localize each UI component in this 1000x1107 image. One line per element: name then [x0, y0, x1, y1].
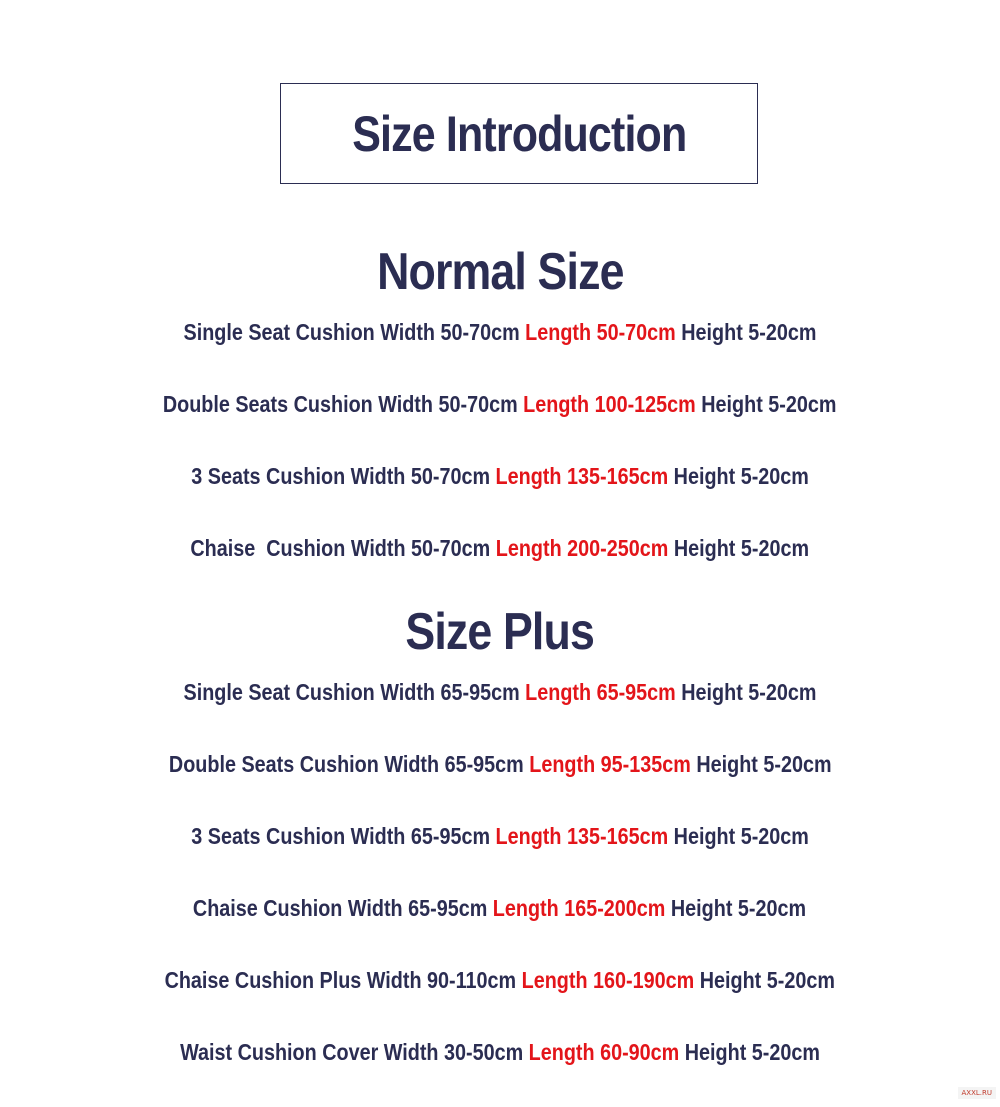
- size-row: [0, 1037, 1000, 1067]
- size-row: [0, 821, 1000, 851]
- size-desc: Double Seats Cushion Width 50-70cm: [163, 391, 519, 417]
- size-row: [0, 749, 1000, 779]
- size-plus-heading-text: Size Plus: [405, 603, 595, 661]
- size-height: Height 5-20cm: [681, 679, 817, 705]
- size-height: Height 5-20cm: [673, 823, 809, 849]
- size-length: Length 160-190cm: [521, 967, 695, 993]
- size-desc: Double Seats Cushion Width 65-95cm: [168, 751, 524, 777]
- size-desc: 3 Seats Cushion Width 65-95cm: [191, 823, 490, 849]
- size-length: Length 50-70cm: [525, 319, 676, 345]
- size-length: Length 60-90cm: [528, 1039, 680, 1065]
- size-length: Length 100-125cm: [523, 391, 697, 417]
- size-length: Length 165-200cm: [493, 895, 666, 921]
- size-desc: Chaise Cushion Width 50-70cm: [190, 535, 491, 561]
- size-height: Height 5-20cm: [681, 319, 817, 345]
- size-height: Height 5-20cm: [699, 967, 836, 993]
- size-length: Length 95-135cm: [529, 751, 691, 777]
- size-height: Height 5-20cm: [701, 391, 837, 417]
- size-plus-heading: [0, 602, 1000, 662]
- size-row: [0, 893, 1000, 923]
- size-length: Length 135-165cm: [495, 823, 669, 849]
- size-desc: Waist Cushion Cover Width 30-50cm: [180, 1039, 524, 1065]
- size-desc: Single Seat Cushion Width 65-95cm: [183, 679, 520, 705]
- normal-size-heading-text: Normal Size: [376, 243, 624, 301]
- size-desc: 3 Seats Cushion Width 50-70cm: [191, 463, 490, 489]
- size-row: [0, 461, 1000, 491]
- size-length: Length 135-165cm: [495, 463, 669, 489]
- size-height: Height 5-20cm: [696, 751, 832, 777]
- size-desc: Chaise Cushion Plus Width 90-110cm: [164, 967, 517, 993]
- size-row: [0, 389, 1000, 419]
- size-height: Height 5-20cm: [671, 895, 807, 921]
- size-length: Length 200-250cm: [496, 535, 669, 561]
- size-height: Height 5-20cm: [674, 535, 810, 561]
- watermark: AXXL.RU: [958, 1087, 997, 1099]
- size-row: [0, 677, 1000, 707]
- size-row: [0, 965, 1000, 995]
- size-height: Height 5-20cm: [673, 463, 809, 489]
- title-box: [280, 83, 758, 184]
- size-length: Length 65-95cm: [525, 679, 676, 705]
- size-desc: Chaise Cushion Width 65-95cm: [193, 895, 488, 921]
- size-row: [0, 533, 1000, 563]
- page-title: Size Introduction: [351, 105, 687, 162]
- size-row: [0, 317, 1000, 347]
- normal-size-heading: [0, 242, 1000, 302]
- size-height: Height 5-20cm: [684, 1039, 820, 1065]
- size-desc: Single Seat Cushion Width 50-70cm: [183, 319, 520, 345]
